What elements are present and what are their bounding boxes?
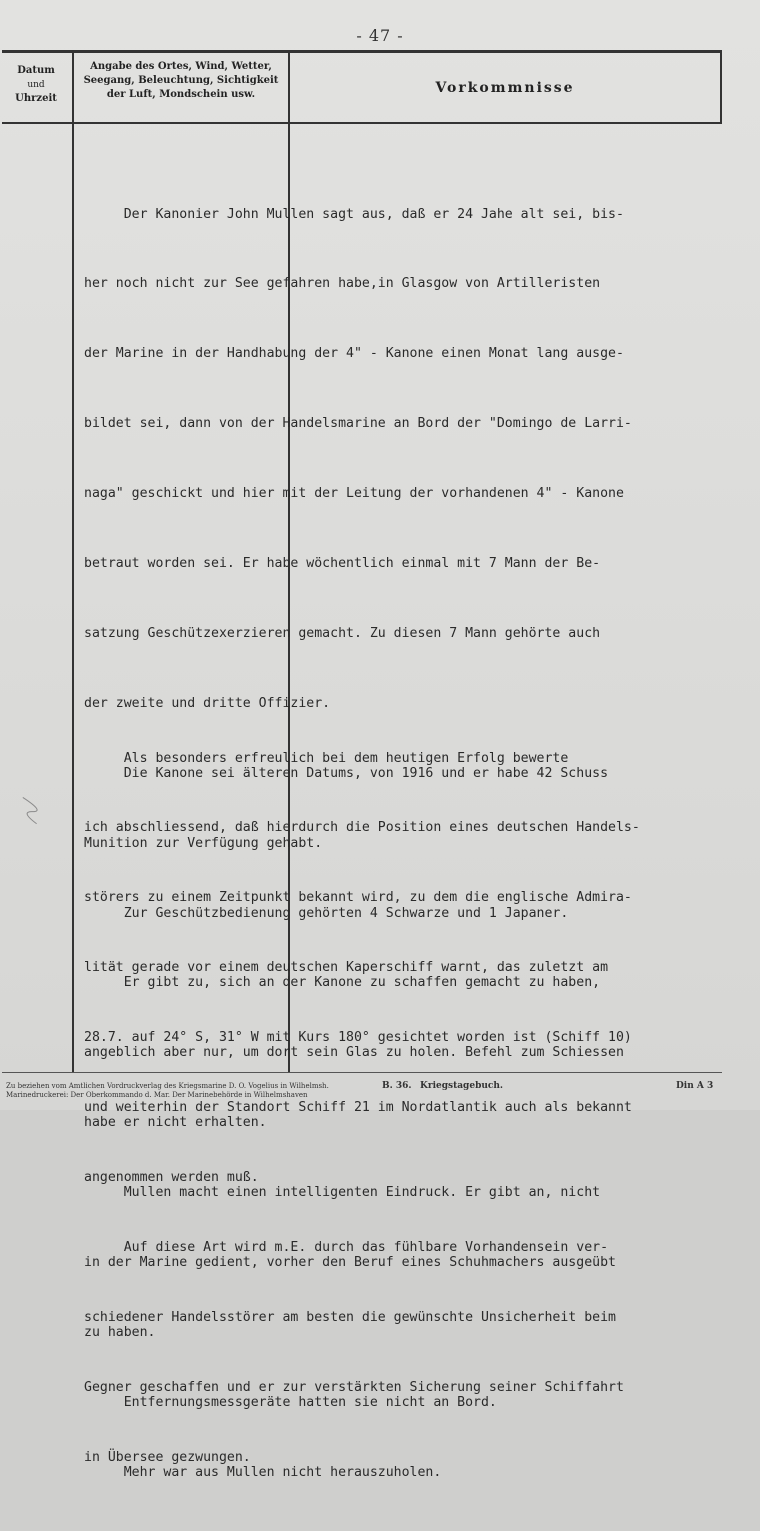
header-vorkommnisse: Vorkommnisse <box>435 80 575 96</box>
text-line: angeblich aber nur, um dort sein Glas zu holen. Befehl zum Schiessen <box>84 1045 624 1061</box>
text-line: schiedener Handelsstörer am besten die gewünschte Unsicherheit beim <box>84 1309 616 1325</box>
text-line: 28.7. auf 24° S, 31° W mit Kurs 180° gesichtet worden ist (Schiff 10) <box>84 1030 632 1046</box>
header-datum: Datum und Uhrzeit <box>15 65 57 104</box>
text-line: der Marine in der Handhabung der 4" - Kanone einen Monat lang ausge- <box>84 346 624 362</box>
text-line: störers zu einem Zeitpunkt bekannt wird, zu dem die englische Admira- <box>84 890 632 906</box>
text-line: der zweite und dritte Offizier. <box>84 695 331 711</box>
text-line: in Übersee gezwungen. <box>84 1449 251 1465</box>
text-line: Gegner geschaffen und er zur verstärkten Sicherung seiner Schiffahrt <box>84 1379 624 1395</box>
footer-form-number: B. 36. <box>382 1081 412 1091</box>
text-line: Der Kanonier John Mullen sagt aus, daß er 24 Jahe alt sei, bis- <box>84 206 624 222</box>
footer-rule <box>2 1072 722 1073</box>
table-top-rule <box>2 50 722 53</box>
text-line: ich abschliessend, daß hierdurch die Position eines deutschen Handels- <box>84 820 640 836</box>
text-line: Munition zur Verfügung gehabt. <box>84 835 323 851</box>
text-line: betraut worden sei. Er habe wöchentlich einmal mit 7 Mann der Be- <box>84 556 601 572</box>
text-line: und weiterhin der Standort Schiff 21 im Nordatlantik auch als bekannt <box>84 1100 632 1116</box>
text-line: angenommen werden muß. <box>84 1169 259 1185</box>
text-line: lität gerade vor einem deutschen Kaperschiff warnt, das zuletzt am <box>84 960 609 976</box>
text-line: Mehr war aus Mullen nicht herauszuholen. <box>84 1464 442 1480</box>
text-line: zu haben. <box>84 1324 156 1340</box>
text-line: Er gibt zu, sich an der Kanone zu schaffen gemacht zu haben, <box>84 975 601 991</box>
header-angabe: Angabe des Ortes, Wind, Wetter, Seegang, Beleuchtung, Sichtigkeit der Luft, Mondschein usw. <box>83 61 279 100</box>
pencil-scribble-icon <box>7 789 55 831</box>
text-line: Als besonders erfreulich bei dem heutigen Erfolg bewerte <box>84 750 569 766</box>
page-number: - 47 - <box>356 26 404 45</box>
text-line: in der Marine gedient, vorher den Beruf eines Schuhmachers ausgeübt <box>84 1254 616 1270</box>
text-line: bildet sei, dann von der Handelsmarine an Bord der "Domingo de Larri- <box>84 416 632 432</box>
footer-publisher: Zu beziehen vom Amtlichen Vordruckverlag des Kriegsmarine D. O. Vogelius in Wilhelmsh. Marinedruckerei: Der Oberkommando d. Mar. Der Marinebehörde in Wilhelmshaven <box>6 1082 329 1099</box>
text-line: habe er nicht erhalten. <box>84 1115 267 1131</box>
footer-din: Din A 3 <box>676 1081 714 1091</box>
footer-form-name: Kriegstagebuch. <box>420 1081 504 1091</box>
margin-pencil-mark <box>7 789 55 831</box>
column-divider-datum <box>72 50 74 1072</box>
text-line: Mullen macht einen intelligenten Eindruck. Er gibt an, nicht <box>84 1185 601 1201</box>
table-header-rule <box>2 122 722 124</box>
text-line: naga" geschickt und hier mit der Leitung der vorhandenen 4" - Kanone <box>84 486 624 502</box>
text-line: Zur Geschützbedienung gehörten 4 Schwarze und 1 Japaner. <box>84 905 569 921</box>
column-divider-right <box>720 50 722 124</box>
body-text-block-2 <box>84 700 744 1515</box>
text-line: Die Kanone sei älteren Datums, von 1916 und er habe 42 Schuss <box>84 765 609 781</box>
text-line: satzung Geschützexerzieren gemacht. Zu diesen 7 Mann gehörte auch <box>84 625 601 641</box>
text-line: Entfernungsmessgeräte hatten sie nicht an Bord. <box>84 1394 497 1410</box>
text-line: Auf diese Art wird m.E. durch das fühlbare Vorhandensein ver- <box>84 1239 609 1255</box>
text-line: her noch nicht zur See gefahren habe,in Glasgow von Artilleristen <box>84 276 601 292</box>
